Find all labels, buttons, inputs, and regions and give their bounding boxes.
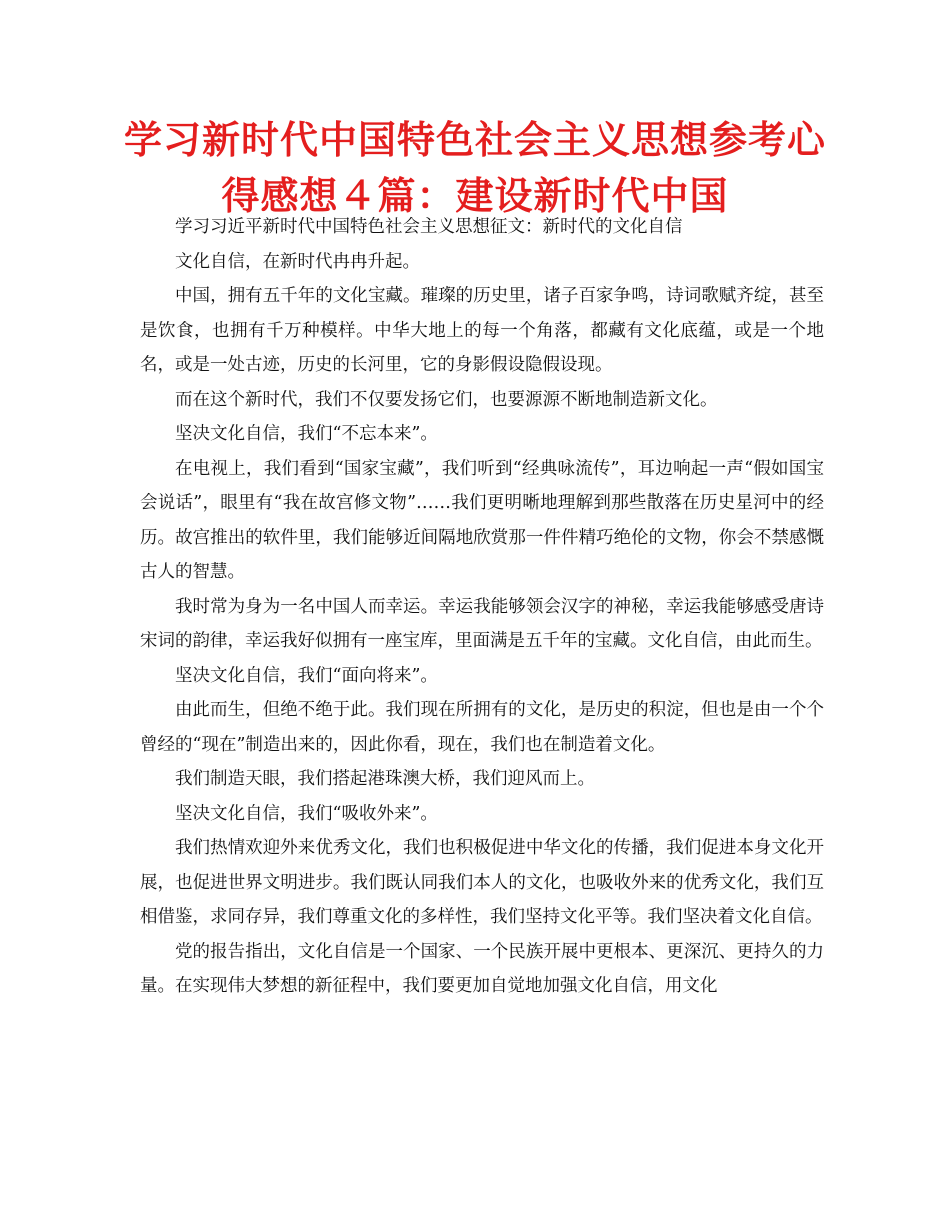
paragraph: 而在这个新时代，我们不仅要发扬它们，也要源源不断地制造新文化。 <box>175 389 718 410</box>
document-title: 学习新时代中国特色社会主义思想参考心得感想４篇：建设新时代中国 <box>123 118 826 218</box>
paragraph: 坚决文化自信，我们“面向将来”。 <box>175 665 438 686</box>
paragraph: 中国，拥有五千年的文化宝藏。璀璨的历史里，诸子百家争鸣，诗词歌赋齐绽，甚至是饮食，也拥有千万种模样。中华大地上的每一个角落，都藏有文化底蕴，或是一个地名，或是一处古迹，历史的长河里，它的身影假设隐假设现。 <box>140 286 824 375</box>
paragraph: 我们热情欢迎外来优秀文化，我们也积极促进中华文化的传播，我们促进本身文化开展，也促进世界文明进步。我们既认同我们本人的文化，也吸收外来的优秀文化，我们互相借鉴，求同存异，我们尊重文化的多样性，我们坚持文化平等。我们坚决着文化自信。 <box>140 838 824 927</box>
paragraph: 学习习近平新时代中国特色社会主义思想征文：新时代的文化自信 <box>175 217 683 237</box>
paragraph: 坚决文化自信，我们“吸收外来”。 <box>175 803 438 824</box>
paragraph: 在电视上，我们看到“国家宝藏”，我们听到“经典咏流传”，耳边响起一声“假如国宝会说话”，眼里有“我在故宫修文物”……我们更明晰地理解到那些散落在历史星河中的经历。故宫推出的软件里，我们能够近间隔地欣赏那一件件精巧绝伦的文物，你会不禁感慨古人的智慧。 <box>140 458 824 582</box>
document-body <box>140 210 824 1004</box>
paragraph: 我时常为身为一名中国人而幸运。幸运我能够领会汉字的神秘，幸运我能够感受唐诗宋词的韵律，幸运我好似拥有一座宝库，里面满是五千年的宝藏。文化自信，由此而生。 <box>140 596 824 651</box>
paragraph: 党的报告指出，文化自信是一个国家、一个民族开展中更根本、更深沉、更持久的力量。在实现伟大梦想的新征程中，我们要更加自觉地加强文化自信，用文化 <box>140 941 824 996</box>
paragraph: 文化自信，在新时代冉冉升起。 <box>175 251 420 272</box>
paragraph: 我们制造天眼，我们搭起港珠澳大桥，我们迎风而上。 <box>175 769 595 789</box>
paragraph: 由此而生，但绝不绝于此。我们现在所拥有的文化，是历史的积淀，但也是由一个个曾经的“现在”制造出来的，因此你看，现在，我们也在制造着文化。 <box>140 700 824 755</box>
paragraph: 坚决文化自信，我们“不忘本来”。 <box>175 424 438 444</box>
